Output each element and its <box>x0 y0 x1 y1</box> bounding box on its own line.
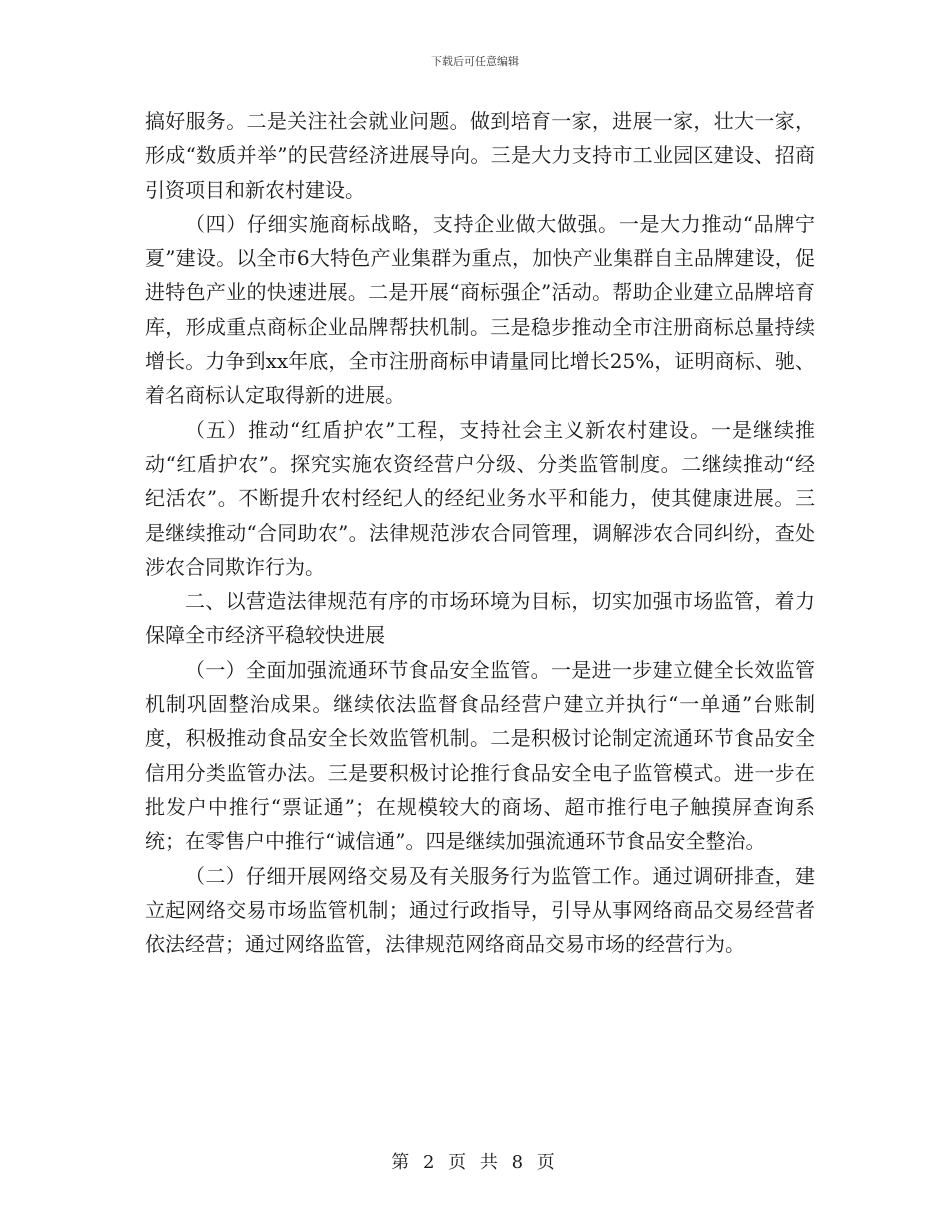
paragraph-3: （五）推动“红盾护农”工程，支持社会主义新农村建设。一是继续推动“红盾护农”。探究实施农资经营户分级、分类监管制度。二继续推动“经纪活农”。不断提升农村经纪人的经纪业务水平和能力，使其健康进展。三是继续推动“合同助农”。法律规范涉农合同管理，调解涉农合同纠纷，查处涉农合同欺诈行为。 <box>145 417 815 579</box>
page-header: 下载后可任意编辑 <box>431 55 519 68</box>
paragraph-5: （一）全面加强流通环节食品安全监管。一是进一步建立健全长效监管机制巩固整治成果。继续依法监督食品经营户建立并执行“一单通”台账制度，积极推动食品安全长效监管机制。二是积极讨论制定流通环节食品安全信用分类监管办法。三是要积极讨论推行食品安全电子监管模式。进一步在批发户中推行“票证通”；在规模较大的商场、超市推行电子触摸屏查询系统；在零售户中推行“诚信通”。四是继续加强流通环节食品安全整治。 <box>145 657 815 854</box>
paragraph-2: （四）仔细实施商标战略，支持企业做大做强。一是大力推动“品牌宁夏”建设。以全市6大特色产业集群为重点，加快产业集群自主品牌建设，促进特色产业的快速进展。二是开展“商标强企”活动。帮助企业建立品牌培育库，形成重点商标企业品牌帮扶机制。三是稳步推动全市注册商标总量持续增长。力争到xx年底，全市注册商标申请量同比增长25%，证明商标、驰、着名商标认定取得新的进展。 <box>145 211 815 408</box>
paragraph-1: 搞好服务。二是关注社会就业问题。做到培育一家，进展一家，壮大一家，形成“数质并举”的民营经济进展导向。三是大力支持市工业园区建设、招商引资项目和新农村建设。 <box>145 109 815 202</box>
paragraph-4: 二、以营造法律规范有序的市场环境为目标，切实加强市场监管，着力保障全市经济平稳较快进展 <box>145 589 815 648</box>
paragraph-6: （二）仔细开展网络交易及有关服务行为监管工作。通过调研排查，建立起网络交易市场监管机制；通过行政指导，引导从事网络商品交易经营者依法经营；通过网络监管，法律规范网络商品交易市场的经营行为。 <box>145 863 815 957</box>
document-body <box>145 104 815 961</box>
page-footer: 第 2 页 共 8 页 <box>391 1152 559 1173</box>
